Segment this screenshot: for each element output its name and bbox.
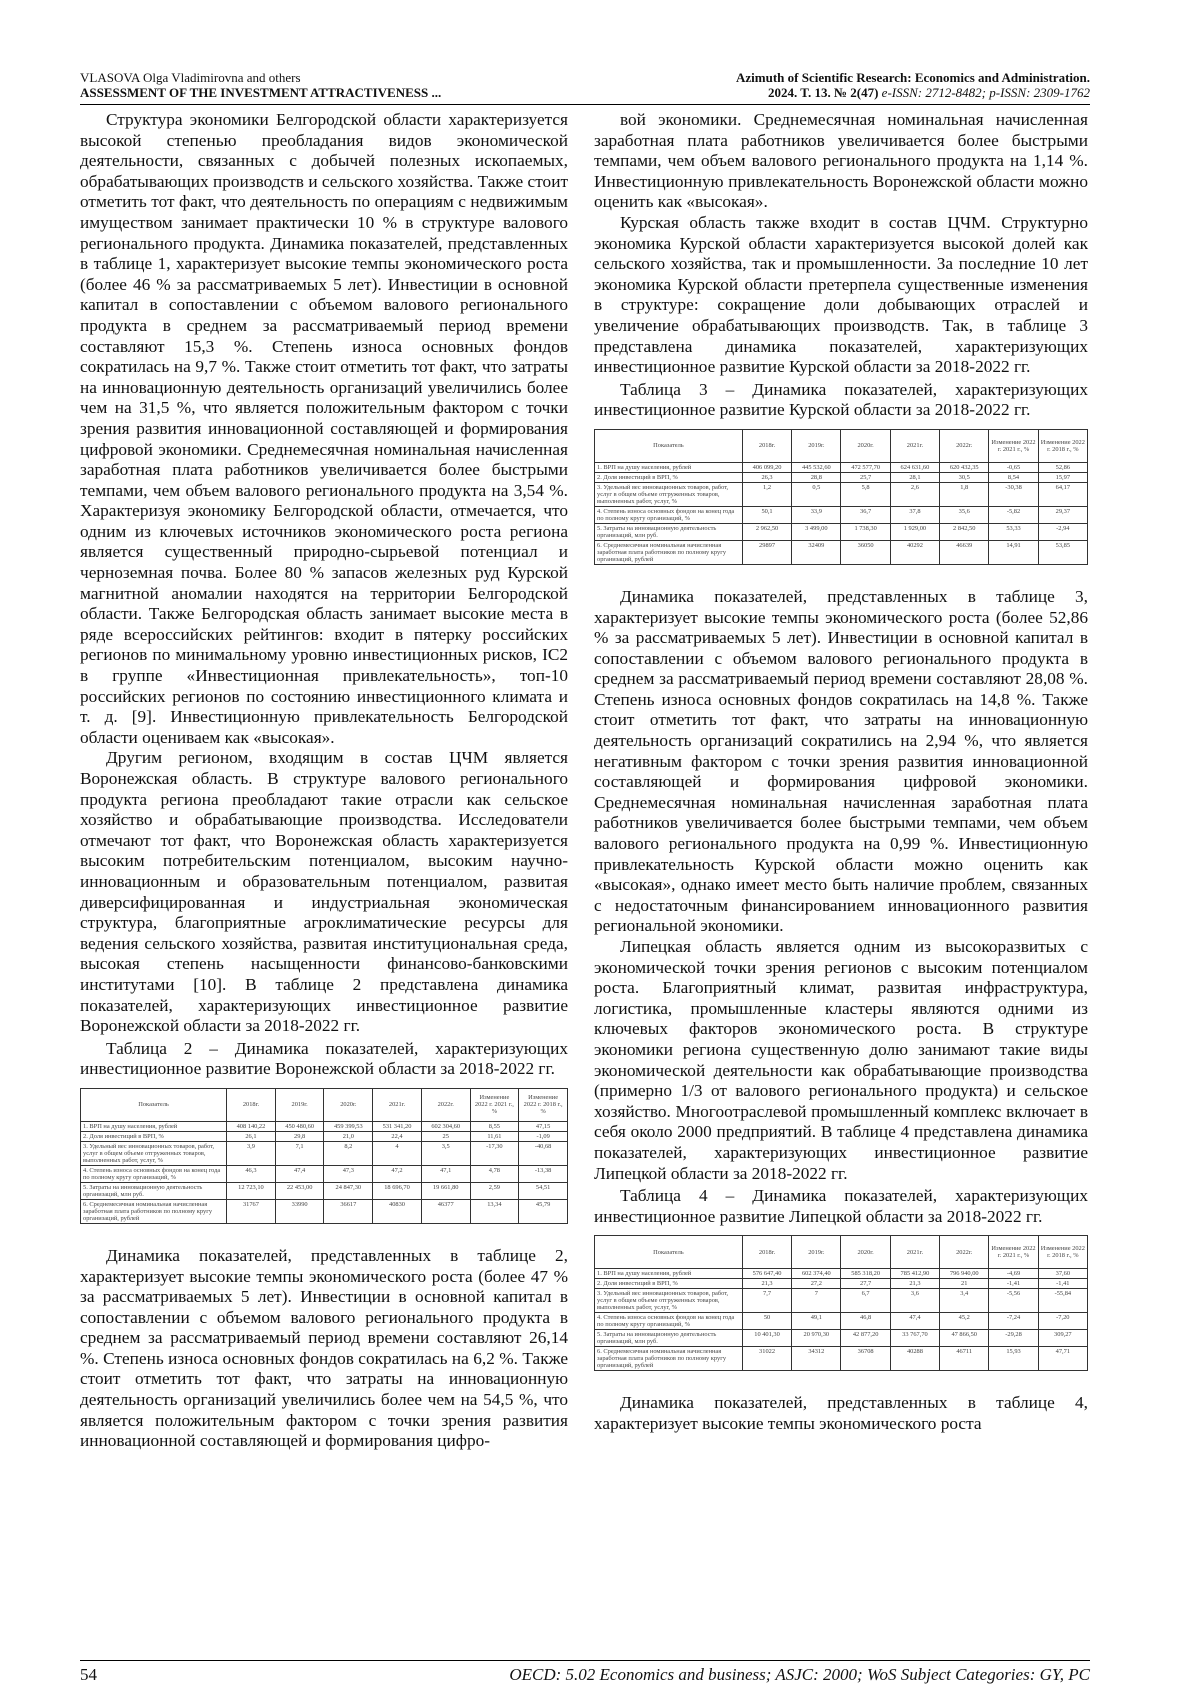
table-cell: 4 (373, 1141, 422, 1165)
table-row (81, 1141, 568, 1165)
table-cell: -1,41 (1038, 1279, 1087, 1289)
table-cell: -29,28 (989, 1330, 1038, 1347)
table-cell: 620 432,35 (940, 462, 989, 472)
table-header-cell: 2020г. (324, 1088, 373, 1121)
table-header-cell: Изменение 2022 г. 2021 г., % (989, 1236, 1038, 1269)
header-title: ASSESSMENT OF THE INVESTMENT ATTRACTIVENESS ... (80, 85, 442, 100)
table-cell: 3. Удельный вес инновационных товаров, работ, услуг в общем объеме отгруженных товаров, выполненных работ, услуг, % (595, 1289, 743, 1313)
header-author: VLASOVA Olga Vladimirovna and others (80, 70, 301, 85)
table-cell: 46711 (940, 1347, 989, 1371)
table-cell: 785 412,90 (890, 1269, 939, 1279)
table-cell: 10 401,30 (742, 1330, 791, 1347)
header-issn: e-ISSN: 2712-8482; p-ISSN: 2309-1762 (881, 85, 1090, 100)
table-row (81, 1131, 568, 1141)
table-cell: -5,56 (989, 1289, 1038, 1313)
table-cell: 35,6 (940, 506, 989, 523)
table-row (81, 1165, 568, 1182)
table-row (595, 523, 1088, 540)
table-cell: 602 304,60 (421, 1121, 470, 1131)
table-cell: 33,9 (792, 506, 841, 523)
table-cell: 45,79 (519, 1199, 568, 1223)
table-cell: 64,17 (1038, 482, 1087, 506)
table-cell: 26,1 (227, 1131, 276, 1141)
paragraph: Динамика показателей, представленных в таблице 2, характеризует высокие темпы экономического роста (более 47 % за рассматриваемых 5 лет). Инвестиции в основной капитал в сопоставлении с объемом валового регионального продукта в среднем за рассматриваемый период времени составляют 26,14 %. Степень износа основных фондов сократилась на 6,2 %. Также стоит отметить тот факт, что затраты на инновационную деятельность организаций увеличились более чем на 54,5 %, что является положительным фактором с точки зрения развития инновационной составляющей и формирования цифро- (80, 1245, 568, 1451)
table-cell: 20 970,30 (792, 1330, 841, 1347)
table-cell: 47,4 (890, 1313, 939, 1330)
table-cell: 26,3 (742, 472, 791, 482)
table-3 (594, 429, 1088, 565)
table-cell: 19 661,80 (421, 1182, 470, 1199)
table-cell: 14,91 (989, 540, 1038, 564)
table-cell: 472 577,70 (841, 462, 890, 472)
table-cell: 8,54 (989, 472, 1038, 482)
table-cell: 28,8 (792, 472, 841, 482)
table-cell: 52,86 (1038, 462, 1087, 472)
table-cell: -1,09 (519, 1131, 568, 1141)
table-cell: 7 (792, 1289, 841, 1313)
table-cell: 450 480,60 (275, 1121, 324, 1131)
table-header-row (595, 429, 1088, 462)
header-journal: Azimuth of Scientific Research: Economics and Administration. (736, 70, 1090, 85)
table-cell: 40288 (890, 1347, 939, 1371)
table-cell: 29,37 (1038, 506, 1087, 523)
table-header-cell: 2022г. (940, 429, 989, 462)
table-cell: 50 (742, 1313, 791, 1330)
table-header-cell: 2022г. (940, 1236, 989, 1269)
table-header-cell: Изменение 2022 г. 2021 г., % (470, 1088, 519, 1121)
table-cell: 42 877,20 (841, 1330, 890, 1347)
table-cell: 27,2 (792, 1279, 841, 1289)
page-footer (80, 1660, 1090, 1685)
table-cell: 49,1 (792, 1313, 841, 1330)
table-header-cell: Изменение 2022 г. 2018 г., % (1038, 1236, 1087, 1269)
table-cell: 25 (421, 1131, 470, 1141)
paragraph: Другим регионом, входящим в состав ЦЧМ является Воронежская область. В структуре валового регионального продукта региона преобладают такие отрасли как сельское хозяйство и обрабатывающие производства. Исследователи отмечают тот факт, что Воронежская область характеризуется высоким потребительским потенциалом, высоким научно-инновационным и образовательным потенциалом, развитая диверсифицированная и индустриальная экономическая структура, благоприятные агроклиматические ресурсы для ведения сельского хозяйства, развитая институциональная среда, высокая степень насыщенности финансово-банковскими институтами [10]. В таблице 2 представлена динамика показателей, характеризующих инвестиционное развитие Воронежской области за 2018-2022 гг. (80, 748, 568, 1036)
table-cell: 29,8 (275, 1131, 324, 1141)
table-cell: 46,3 (227, 1165, 276, 1182)
table-cell: 21,3 (742, 1279, 791, 1289)
table-2-caption: Таблица 2 – Динамика показателей, характеризующих инвестиционное развитие Воронежской области за 2018-2022 гг. (80, 1038, 568, 1079)
table-cell: 408 140,22 (227, 1121, 276, 1131)
footer-classification: OECD: 5.02 Economics and business; ASJC: 2000; WoS Subject Categories: GY, PC (509, 1665, 1090, 1684)
table-cell: 3,9 (227, 1141, 276, 1165)
paragraph: вой экономики. Среднемесячная номинальная начисленная заработная плата работников увеличивается более быстрыми темпами, чем объем валового регионального продукта на 1,14 %. Инвестиционную привлекательность Воронежской области можно оценить как «высокая». (594, 110, 1088, 212)
table-cell: 47,2 (373, 1165, 422, 1182)
table-cell: 34312 (792, 1347, 841, 1371)
table-cell: 33990 (275, 1199, 324, 1223)
table-header-cell: 2022г. (421, 1088, 470, 1121)
table-row (595, 540, 1088, 564)
header-rule (80, 104, 1090, 105)
table-row (595, 1269, 1088, 1279)
page-number: 54 (80, 1665, 97, 1684)
table-row (595, 1289, 1088, 1313)
table-2 (80, 1088, 568, 1224)
paragraph: Структура экономики Белгородской области характеризуется высокой степенью преобладания видов экономической деятельности, связанных с добычей полезных ископаемых, обрабатывающих производств и сельского хозяйства. Также стоит отметить тот факт, что деятельность по операциям с недвижимым имуществом занимает практически 10 % в структуре валового регионального продукта. Динамика показателей, представленных в таблице 1, характеризует высокие темпы экономического роста (более 46 % за рассматриваемых 5 лет). Инвестиции в основной капитал в сопоставлении с объемом валового регионального продукта в среднем за рассматриваемый период времени составляют 15,3 %. Степень износа основных фондов сократилась на 9,7 %. Также стоит отметить тот факт, что затраты на инновационную деятельность организаций увеличились более чем на 31,5 %, что является положительным фактором с точки зрения развития инновационной составляющей и формирования цифровой экономики. Среднемесячная номинальная начисленная заработная плата работников увеличивается более быстрыми темпами, чем объем валового регионального продукта на 3,54 %. Характеризуя экономику Белгородской области, отмечается, что одним из ключевых источников экономического роста региона является существенный природно-сырьевой потенциал и черноземная почва. Более 80 % запасов железных руд Курской магнитной аномалии находятся на территории Белгородской области. Также Белгородская область занимает высокие места в ряде всероссийских рейтингов: входит в пятерку российских регионов по минимальному уровню инвестиционных рисков, IC2 в группе «Инвестиционная привлекательность», топ-10 российских регионов по состоянию инвестиционного климата и т. д. [9]. Инвестиционную привлекательность Белгородской области оцениваем как «высокая». (80, 110, 568, 747)
table-row (595, 462, 1088, 472)
table-cell: 1 929,00 (890, 523, 939, 540)
table-header-cell: 2021г. (890, 1236, 939, 1269)
table-header-cell: 2018г. (227, 1088, 276, 1121)
table-cell: 2. Доля инвестиций в ВРП, % (595, 472, 743, 482)
table-cell: 6. Среднемесячная номинальная начисленная заработная плата работников по полному кругу организаций, рублей (81, 1199, 227, 1223)
table-cell: 21 (940, 1279, 989, 1289)
table-cell: 47,3 (324, 1165, 373, 1182)
table-cell: 37,8 (890, 506, 939, 523)
table-cell: 2,6 (890, 482, 939, 506)
paragraph: Динамика показателей, представленных в таблице 3, характеризует высокие темпы экономического роста (более 52,86 % за рассматриваемых 5 лет). Инвестиции в основной капитал в сопоставлении с объемом валового регионального продукта в среднем за рассматриваемый период времени составляют 28,08 %. Степень износа основных фондов сократилась на 14,8 %. Также стоит отметить тот факт, что затраты на инновационную деятельность организаций сократились на 2,94 %, что является негативным фактором с точки зрения развития инновационной составляющей и формирования цифровой экономики. Среднемесячная номинальная начисленная заработная плата работников увеличивается более быстрыми темпами, чем объем валового регионального продукта на 0,99 %. Инвестиционную привлекательность Курской области можно оценить как «высокая», однако имеет место быть наличие проблем, связанных с недостаточным финансированием инновационного развития региональной экономики. (594, 586, 1088, 936)
running-header-left (80, 70, 560, 100)
table-cell: 54,51 (519, 1182, 568, 1199)
table-cell: 531 341,20 (373, 1121, 422, 1131)
table-cell: 30,5 (940, 472, 989, 482)
table-cell: -13,38 (519, 1165, 568, 1182)
table-cell: 5. Затраты на инновационную деятельность организаций, млн руб. (595, 1330, 743, 1347)
table-cell: 36708 (841, 1347, 890, 1371)
table-cell: 15,97 (1038, 472, 1087, 482)
table-cell: -17,30 (470, 1141, 519, 1165)
table-cell: 4. Степень износа основных фондов на конец года по полному кругу организаций, % (595, 506, 743, 523)
table-cell: 6,7 (841, 1289, 890, 1313)
table-cell: 5. Затраты на инновационную деятельность организаций, млн руб. (81, 1182, 227, 1199)
table-cell: 0,5 (792, 482, 841, 506)
table-row (595, 1279, 1088, 1289)
table-header-cell: 2019г. (792, 1236, 841, 1269)
table-header-cell: 2018г. (742, 1236, 791, 1269)
table-cell: 31767 (227, 1199, 276, 1223)
right-column (594, 110, 1088, 1435)
table-cell: -5,82 (989, 506, 1038, 523)
table-cell: -7,24 (989, 1313, 1038, 1330)
table-cell: 1. ВРП на душу населения, рублей (81, 1121, 227, 1131)
table-cell: -2,94 (1038, 523, 1087, 540)
table-cell: 22,4 (373, 1131, 422, 1141)
table-cell: 46639 (940, 540, 989, 564)
table-cell: 576 647,40 (742, 1269, 791, 1279)
table-header-cell: Показатель (81, 1088, 227, 1121)
table-row (595, 482, 1088, 506)
paragraph: Динамика показателей, представленных в таблице 4, характеризует высокие темпы экономического роста (594, 1393, 1088, 1433)
table-cell: 21,3 (890, 1279, 939, 1289)
table-row (81, 1121, 568, 1131)
table-cell: 27,7 (841, 1279, 890, 1289)
table-cell: 32409 (792, 540, 841, 564)
table-cell: 50,1 (742, 506, 791, 523)
table-cell: 1,2 (742, 482, 791, 506)
table-cell: 602 374,40 (792, 1269, 841, 1279)
table-cell: 624 631,60 (890, 462, 939, 472)
table-cell: 2,59 (470, 1182, 519, 1199)
table-header-row (595, 1236, 1088, 1269)
table-cell: -0,65 (989, 462, 1038, 472)
left-column (80, 110, 568, 1452)
table-header-cell: 2019г. (792, 429, 841, 462)
table-cell: 1 738,30 (841, 523, 890, 540)
table-cell: 4,78 (470, 1165, 519, 1182)
table-header-cell: Показатель (595, 429, 743, 462)
table-row (81, 1199, 568, 1223)
table-cell: 53,33 (989, 523, 1038, 540)
table-header-cell: 2018г. (742, 429, 791, 462)
table-cell: 21,0 (324, 1131, 373, 1141)
table-cell: 4. Степень износа основных фондов на конец года по полному кругу организаций, % (595, 1313, 743, 1330)
table-cell: 3 499,00 (792, 523, 841, 540)
table-cell: -40,68 (519, 1141, 568, 1165)
table-cell: 31022 (742, 1347, 791, 1371)
table-cell: 3. Удельный вес инновационных товаров, работ, услуг в общем объеме отгруженных товаров, выполненных работ, услуг, % (595, 482, 743, 506)
table-cell: 8,55 (470, 1121, 519, 1131)
table-header-cell: 2019г. (275, 1088, 324, 1121)
table-cell: 8,2 (324, 1141, 373, 1165)
table-cell: 406 099,20 (742, 462, 791, 472)
paragraph: Курская область также входит в состав ЦЧМ. Структурно экономика Курской области характеризуется высокой долей как сельского хозяйства, так и промышленности. За последние 10 лет экономика Курской области претерпела существенные изменения в структуре: сокращение доли добывающих отраслей и увеличение обрабатывающих производств. Так, в таблице 3 представлена динамика показателей, характеризующих инвестиционное развитие Курской области за 2018-2022 гг. (594, 212, 1088, 377)
table-cell: 12 723,10 (227, 1182, 276, 1199)
table-cell: 309,27 (1038, 1330, 1087, 1347)
table-cell: 46377 (421, 1199, 470, 1223)
table-header-cell: 2020г. (841, 1236, 890, 1269)
table-cell: 2 962,50 (742, 523, 791, 540)
header-issue: 2024. T. 13. № 2(47) (767, 85, 879, 100)
table-cell: 4. Степень износа основных фондов на конец года по полному кругу организаций, % (81, 1165, 227, 1182)
table-header-cell: 2021г. (373, 1088, 422, 1121)
table-cell: 7,7 (742, 1289, 791, 1313)
table-row (595, 1313, 1088, 1330)
table-cell: 36617 (324, 1199, 373, 1223)
table-cell: 37,60 (1038, 1269, 1087, 1279)
table-cell: 40830 (373, 1199, 422, 1223)
table-cell: 13,34 (470, 1199, 519, 1223)
table-cell: 7,1 (275, 1141, 324, 1165)
table-cell: 11,61 (470, 1131, 519, 1141)
table-cell: 46,8 (841, 1313, 890, 1330)
table-cell: 22 453,00 (275, 1182, 324, 1199)
table-4-caption: Таблица 4 – Динамика показателей, характеризующих инвестиционное развитие Липецкой области за 2018-2022 гг. (594, 1186, 1088, 1226)
table-cell: 47,1 (421, 1165, 470, 1182)
table-cell: 36050 (841, 540, 890, 564)
table-cell: -4,69 (989, 1269, 1038, 1279)
table-cell: 3,6 (890, 1289, 939, 1313)
table-row (595, 506, 1088, 523)
table-header-cell: Изменение 2022 г. 2018 г., % (519, 1088, 568, 1121)
table-cell: 459 399,53 (324, 1121, 373, 1131)
table-cell: 1,8 (940, 482, 989, 506)
table-cell: 28,1 (890, 472, 939, 482)
table-header-cell: Изменение 2022 г. 2018 г., % (1038, 429, 1087, 462)
table-cell: -1,41 (989, 1279, 1038, 1289)
table-cell: 29897 (742, 540, 791, 564)
table-3-caption: Таблица 3 – Динамика показателей, характеризующих инвестиционное развитие Курской области за 2018-2022 гг. (594, 379, 1088, 420)
table-cell: 24 847,30 (324, 1182, 373, 1199)
table-cell: 5. Затраты на инновационную деятельность организаций, млн руб. (595, 523, 743, 540)
table-cell: 47,15 (519, 1121, 568, 1131)
table-row (595, 1347, 1088, 1371)
table-cell: -7,20 (1038, 1313, 1087, 1330)
table-cell: 18 696,70 (373, 1182, 422, 1199)
table-cell: 2 842,50 (940, 523, 989, 540)
table-row (81, 1182, 568, 1199)
table-cell: 53,85 (1038, 540, 1087, 564)
table-header-cell: Показатель (595, 1236, 743, 1269)
table-cell: 47,4 (275, 1165, 324, 1182)
table-cell: -55,84 (1038, 1289, 1087, 1313)
table-cell: 445 532,60 (792, 462, 841, 472)
table-cell: 15,93 (989, 1347, 1038, 1371)
table-cell: 1. ВРП на душу населения, рублей (595, 1269, 743, 1279)
table-header-cell: Изменение 2022 г. 2021 г., % (989, 429, 1038, 462)
table-cell: 3,4 (940, 1289, 989, 1313)
table-cell: 40292 (890, 540, 939, 564)
table-cell: 33 767,70 (890, 1330, 939, 1347)
table-cell: 1. ВРП на душу населения, рублей (595, 462, 743, 472)
table-cell: 25,7 (841, 472, 890, 482)
table-cell: 6. Среднемесячная номинальная начисленная заработная плата работников по полному кругу организаций, рублей (595, 1347, 743, 1371)
paragraph: Липецкая область является одним из высокоразвитых с экономической точки зрения регионов с высоким потенциалом роста. Благоприятный климат, развитая инфраструктура, логистика, промышленные кластеры являются одними из ключевых факторов экономического роста. В структуре экономики региона существенную долю занимают такие виды экономической деятельности как обрабатывающие производства (примерно 1/3 от валового регионального продукта) и сельское хозяйство. Многоотраслевой промышленный комплекс включает в себя около 2000 предприятий. В таблице 4 представлена динамика показателей, характеризующих инвестиционное развитие Липецкой области за 2018-2022 гг. (594, 937, 1088, 1183)
table-cell: 36,7 (841, 506, 890, 523)
running-header-right (610, 70, 1090, 100)
table-cell: 3. Удельный вес инновационных товаров, работ, услуг в общем объеме отгруженных товаров, выполненных работ, услуг, % (81, 1141, 227, 1165)
table-header-cell: 2021г. (890, 429, 939, 462)
table-cell: -30,38 (989, 482, 1038, 506)
table-cell: 796 940,00 (940, 1269, 989, 1279)
table-cell: 47,71 (1038, 1347, 1087, 1371)
table-cell: 5,8 (841, 482, 890, 506)
table-cell: 2. Доля инвестиций в ВРП, % (595, 1279, 743, 1289)
table-header-row (81, 1088, 568, 1121)
table-header-cell: 2020г. (841, 429, 890, 462)
table-cell: 6. Среднемесячная номинальная начисленная заработная плата работников по полному кругу организаций, рублей (595, 540, 743, 564)
table-row (595, 1330, 1088, 1347)
table-row (595, 472, 1088, 482)
table-cell: 45,2 (940, 1313, 989, 1330)
table-4 (594, 1235, 1088, 1371)
table-cell: 585 318,20 (841, 1269, 890, 1279)
table-cell: 2. Доля инвестиций в ВРП, % (81, 1131, 227, 1141)
table-cell: 47 866,50 (940, 1330, 989, 1347)
table-cell: 3,5 (421, 1141, 470, 1165)
